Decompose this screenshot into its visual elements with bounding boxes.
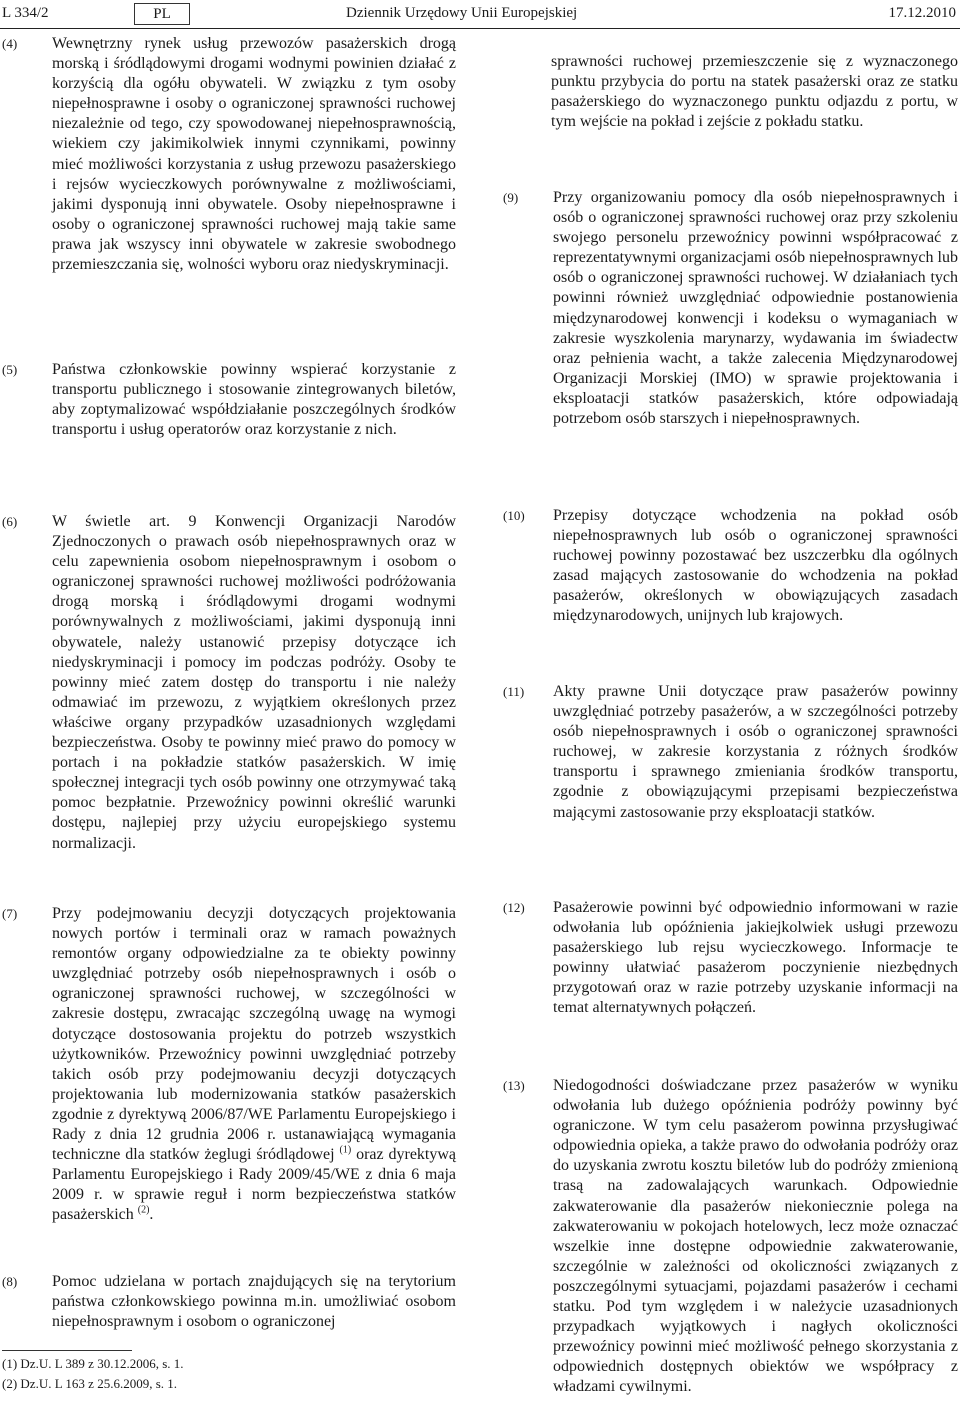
journal-title: Dziennik Urzędowy Unii Europejskiej xyxy=(346,5,578,21)
footnote-text: Dz.U. L 163 z 25.6.2009, s. 1. xyxy=(20,1376,178,1391)
recital-number: (11) xyxy=(503,684,525,699)
footnote-marker: (2) xyxy=(2,1376,18,1391)
footnote-ref-1[interactable]: (1) xyxy=(339,1144,352,1156)
recital-number: (7) xyxy=(2,906,18,921)
recital-8 xyxy=(2,1272,456,1332)
recital-text: Akty prawne Unii dotyczące praw pasażerów powinny uwzględniać potrzeby pasażerów, a w szczególności potrzeby osób niepełnosprawnych i osób o ograniczonej sprawności ruchowej, w zakresie korzystania z różnych środków transportu i sprawnego zmieniania środków transportu, zgodnie z obowiązującymi przepisami bezpieczeństwa mającymi zastosowanie przy eksploatacji statków. xyxy=(553,683,958,821)
recital-5 xyxy=(2,360,456,440)
recital-number: (8) xyxy=(2,1274,18,1289)
footnote-ref-2[interactable]: (2) xyxy=(137,1205,150,1217)
header-rule xyxy=(0,28,960,29)
recital-number: (6) xyxy=(2,514,18,529)
recital-text: Przepisy dotyczące wchodzenia na pokład osób niepełnosprawnych lub osób o ograniczonej sprawności ruchowej powinny pozostawać bez uszczerbku dla ogólnych zasad mających zastosowanie do wchodzenia na pokład pasażerów, określonych w obowiązujących zasadach międzynarodowych, unijnych lub krajowych. xyxy=(553,507,958,625)
recital-text: Przy podejmowaniu decyzji dotyczących projektowania nowych portów i terminali oraz w ramach poważnych remontów organy odpowiedzialne za te obiekty powinny uwzględniać potrzeby osób niepełnosprawnych i osób o ograniczonej sprawności ruchowej, w szczególności w zakresie dostępu, zwracając szczególną uwagę na wymogi dotyczące dostosowania projektu do potrzeb wszystkich użytkowników. Przewoźnicy powinni uwzględniać potrzeby takich osób przy podejmowaniu decyzji dotyczących projektowania lub modernizowania statków pasażerskich zgodnie z dyrektywą 2006/87/WE Parlamentu Europejskiego i Rady z dnia 12 grudnia 2006 r. ustanawiającą wymagania techniczne dla statków żeglugi śródlądowej $^{(1)}$ oraz dyrektywą Parlamentu Europejskiego i Rady 2009/45/WE z dnia 6 maja 2009 r. w sprawie reguł i norm bezpieczeństwa statków pasażerskich $^{(2)}$. xyxy=(52,905,457,1224)
footnote-marker: (1) xyxy=(2,1356,18,1371)
recital-8-continued xyxy=(503,52,958,132)
page-header xyxy=(0,0,960,30)
footnote-rule xyxy=(2,1350,132,1351)
recital-12 xyxy=(503,898,958,1019)
recital-text: W świetle art. 9 Konwencji Organizacji Narodów Zjednoczonych o prawach osób niepełnosprawnych oraz w celu zapewnienia osobom niepełnosprawnym i osobom o ograniczonej sprawności ruchowej możliwości podróżowania drogą morską i śródlądowymi drogami wodnymi porównywalnych z możliwościami, jakimi dysponują inni obywatele, należy ustanowić przepisy dotyczące ich niedyskryminacji i pomocy im podczas podróży. Osoby te powinny mieć zatem dostęp do transportu i nie należy odmawiać im przewozu, z wyjątkiem określonych przez właściwe organy przypadków uzasadnionych względami bezpieczeństwa. Osoby te powinny mieć prawo do pomocy w portach i na pokładzie statków pasażerskich. W imię społecznej integracji tych osób powinny one otrzymywać taką pomoc bezpłatnie. Przewoźnicy powinni określić warunki dostępu, najlepiej przy użyciu europejskiego systemu normalizacji. xyxy=(52,513,456,852)
recital-text: sprawności ruchowej przemieszczenie się z wyznaczonego punktu przybycia do portu na statek pasażerski oraz ze statku pasażerskiego do wyznaczonego punktu odjazdu z portu, w tym wejście na pokład i zejście z pokładu statku. xyxy=(551,53,958,131)
recital-text: Wewnętrzny rynek usług przewozów pasażerskich drogą morską i śródlądowymi drogami wodnymi powinien działać z korzyścią dla ogółu obywateli. W związku z tym osoby niepełnosprawne i osoby o ograniczonej sprawności ruchowej niezależnie od tego, czy spowodowanej niepełnosprawnością, wiekiem czy jakimikolwiek innymi czynnikami, powinny mieć możliwości korzystania z usług przewozu pasażerskiego i rejsów wycieczkowych porównywalne z możliwościami, jakimi dysponują inni obywatele. Osoby niepełnosprawne i osoby o ograniczonej sprawności ruchowej mają takie same prawa jak wszyscy inni obywatele w zakresie swobodnego przemieszczania się, wolności wyboru oraz niedyskryminacji. xyxy=(52,35,456,274)
recital-13 xyxy=(503,1076,958,1398)
recital-7 xyxy=(2,904,456,1226)
recital-text: Niedogodności doświadczane przez pasażerów w wyniku odwołania lub dużego opóźnienia podróży powinny być ograniczone. W tym celu pasażerom powinna przysługiwać odpowiednia opieka, a także prawo do odwołania podróży oraz do uzyskania zwrotu kosztu biletów lub do podróży zmienioną trasą na zadowalających warunkach. Odpowiednie zakwaterowanie dla pasażerów niekoniecznie polega na zakwaterowaniu w pokojach hotelowych, lecz może oznaczać wszelkie inne dostępne odpowiednie zakwaterowanie, szczególnie w zależności od okoliczności związanych z poszczególnymi sytuacjami, pojazdami pasażerów i cechami statku. Pod tym względem i w należycie uzasadnionych przypadkach wyjątkowych i nagłych okoliczności przewoźnicy powinni mieć możliwość pełnego skorzystania z odpowiednich dostępnych obiektów we współpracy z władzami cywilnymi. xyxy=(553,1077,958,1396)
recital-9 xyxy=(503,188,958,429)
recital-10 xyxy=(503,506,958,627)
recital-number: (4) xyxy=(2,36,18,51)
recital-4 xyxy=(2,34,456,275)
recital-text: Państwa członkowskie powinny wspierać korzystanie z transportu publicznego i stosowanie zintegrowanych biletów, aby zoptymalizować współdziałanie poszczególnych środków transportu i usług operatorów oraz korzystanie z nich. xyxy=(52,361,456,439)
page-reference: L 334/2 xyxy=(2,5,49,21)
recital-number: (9) xyxy=(503,190,519,205)
recital-number: (13) xyxy=(503,1078,525,1093)
footnote-text: Dz.U. L 389 z 30.12.2006, s. 1. xyxy=(20,1356,184,1371)
recital-11 xyxy=(503,682,958,823)
recital-number: (5) xyxy=(2,362,18,377)
language-code-box: PL xyxy=(134,3,190,25)
recital-6 xyxy=(2,512,456,854)
publication-date: 17.12.2010 xyxy=(888,5,956,21)
recital-text: Pomoc udzielana w portach znajdujących się na terytorium państwa członkowskiego powinna m.in. umożliwiać osobom niepełnosprawnym i osobom o ograniczonej xyxy=(52,1273,456,1331)
footnote-2 xyxy=(2,1376,177,1392)
recital-text: Pasażerowie powinni być odpowiednio informowani w razie odwołania lub opóźnienia jakiejkolwiek usługi przewozu pasażerskiego lub rejsu wycieczkowego. Informacje te powinny ułatwiać pasażerom poczynienie niezbędnych przygotowań oraz w razie potrzeby uzyskanie informacji na temat alternatywnych połączeń. xyxy=(553,899,958,1017)
recital-text: Przy organizowaniu pomocy dla osób niepełnosprawnych i osób o ograniczonej sprawności ruchowej oraz przy szkoleniu swojego personelu przewoźnicy powinni współpracować z reprezentatywnymi organizacjami osób niepełnosprawnych lub osób o ograniczonej sprawności ruchowej. W działaniach tych powinni również uwzględniać odpowiednie postanowienia międzynarodowej konwencji i kodeksu o wymaganiach w zakresie wyszkolenia marynarzy, wydawania im świadectw oraz pełnienia wacht, a także zalecenia Międzynarodowej Organizacji Morskiej (IMO) w sprawie projektowania i eksploatacji statków pasażerskich, które odpowiadają potrzebom osób starszych i niepełnosprawnych. xyxy=(553,189,958,428)
recital-number: (10) xyxy=(503,508,525,523)
recital-number: (12) xyxy=(503,900,525,915)
footnote-1 xyxy=(2,1356,184,1372)
